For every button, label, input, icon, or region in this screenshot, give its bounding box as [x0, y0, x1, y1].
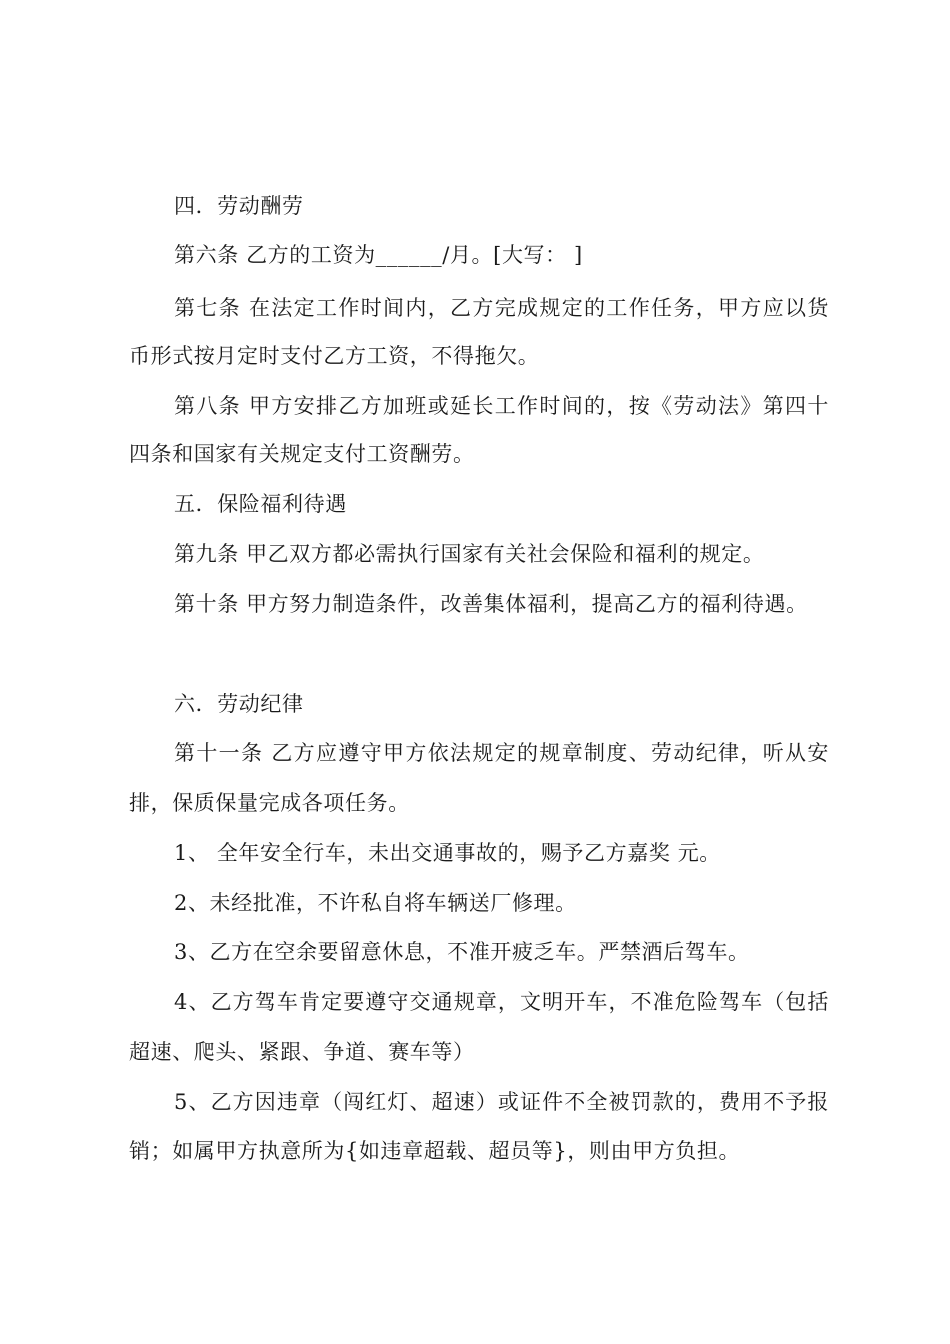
list-item-5-line-1: 5、乙方因违章（闯红灯、超速）或证件不全被罚款的，费用不予报 — [174, 1090, 829, 1114]
article-6-line-1: 第六条 乙方的工资为______/月。[大写： ] — [174, 243, 583, 267]
article-7-line-1: 第七条 在法定工作时间内，乙方完成规定的工作任务，甲方应以货 — [174, 296, 829, 320]
article-11-line-2: 排，保质保量完成各项任务。 — [129, 791, 410, 815]
list-item-2: 2、未经批准，不许私自将车辆送厂修理。 — [174, 891, 577, 915]
section-heading-insurance: 五．保险福利待遇 — [174, 492, 347, 516]
list-item-4-line-2: 超速、爬头、紧跟、争道、赛车等） — [129, 1040, 475, 1064]
section-heading-remuneration: 四．劳动酬劳 — [174, 194, 304, 218]
article-8-line-1: 第八条 甲方安排乙方加班或延长工作时间的，按《劳动法》第四十 — [174, 394, 829, 418]
section-heading-discipline: 六．劳动纪律 — [174, 692, 304, 716]
article-11-line-1: 第十一条 乙方应遵守甲方依法规定的规章制度、劳动纪律，听从安 — [174, 741, 829, 765]
article-8-line-2: 四条和国家有关规定支付工资酬劳。 — [129, 442, 475, 466]
article-10-line-1: 第十条 甲方努力制造条件，改善集体福利，提高乙方的福利待遇。 — [174, 592, 808, 616]
list-item-1: 1、 全年安全行车，未出交通事故的，赐予乙方嘉奖 元。 — [174, 841, 721, 865]
article-9-line-1: 第九条 甲乙双方都必需执行国家有关社会保险和福利的规定。 — [174, 542, 765, 566]
list-item-3: 3、乙方在空余要留意休息，不准开疲乏车。严禁酒后驾车。 — [174, 940, 750, 964]
list-item-4-line-1: 4、乙方驾车肯定要遵守交通规章，文明开车，不准危险驾车（包括 — [174, 990, 829, 1014]
list-item-5-line-2: 销；如属甲方执意所为{如违章超载、超员等}，则由甲方负担。 — [129, 1139, 741, 1163]
article-7-line-2: 币形式按月定时支付乙方工资，不得拖欠。 — [129, 344, 540, 368]
